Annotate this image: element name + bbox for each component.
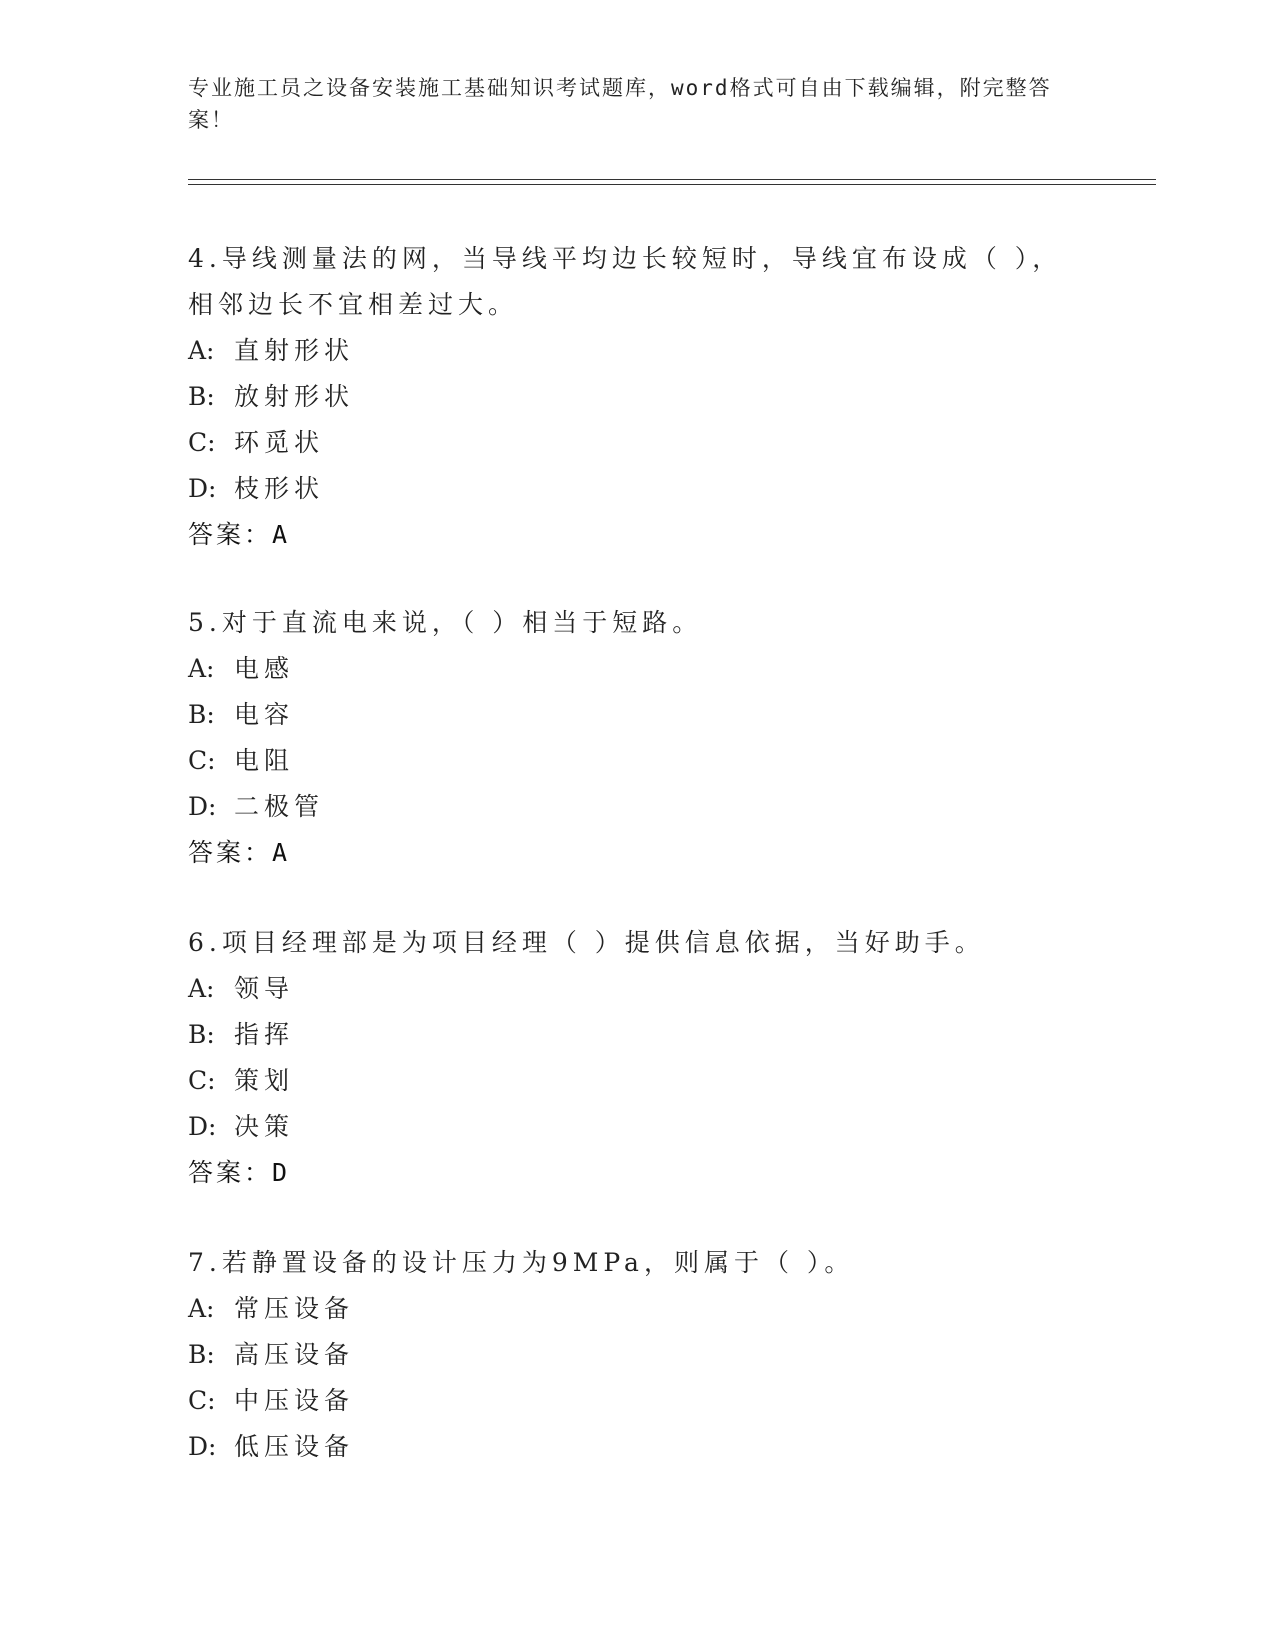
option-letter: A: <box>188 974 215 1003</box>
option-letter: C: <box>188 428 216 457</box>
option-letter: B: <box>188 382 215 411</box>
question-stem: 7.若静置设备的设计压力为9MPa，则属于（ ）。 <box>188 1248 855 1277</box>
option-text: 决策 <box>234 1112 295 1141</box>
option-text: 低压设备 <box>234 1432 355 1461</box>
option-letter: D: <box>188 1432 217 1461</box>
option-letter: D: <box>188 474 217 503</box>
option-letter: C: <box>188 746 216 775</box>
option-text: 电感 <box>234 654 295 683</box>
option-letter: C: <box>188 1066 216 1095</box>
option-c <box>188 1378 1088 1424</box>
option-text: 直射形状 <box>234 336 355 365</box>
answer-line: 答案：D <box>188 1158 291 1187</box>
option-letter: A: <box>188 1294 215 1323</box>
document-header: 专业施工员之设备安装施工基础知识考试题库，word格式可自由下载编辑，附完整答案！ <box>188 76 1052 132</box>
question-4 <box>188 236 1088 558</box>
option-letter: D: <box>188 1112 217 1141</box>
option-b <box>188 692 1088 738</box>
option-text: 电容 <box>234 700 295 729</box>
option-a <box>188 966 1088 1012</box>
question-stem: 4.导线测量法的网，当导线平均边长较短时，导线宜布设成（ ），相邻边长不宜相差过大。 <box>188 244 1063 319</box>
answer-line: 答案：A <box>188 520 291 549</box>
option-letter: A: <box>188 654 215 683</box>
question-stem: 5.对于直流电来说，（ ）相当于短路。 <box>188 608 703 637</box>
option-a <box>188 646 1088 692</box>
question-stem: 6.项目经理部是为项目经理（ ）提供信息依据，当好助手。 <box>188 928 985 957</box>
option-text: 领导 <box>234 974 295 1003</box>
option-letter: B: <box>188 1020 215 1049</box>
option-letter: B: <box>188 700 215 729</box>
question-7 <box>188 1240 1088 1470</box>
option-d <box>188 466 1088 512</box>
option-d <box>188 1104 1088 1150</box>
option-d <box>188 1424 1088 1470</box>
option-text: 中压设备 <box>234 1386 355 1415</box>
option-c <box>188 1058 1088 1104</box>
option-text: 电阻 <box>234 746 295 775</box>
header-divider-top <box>188 179 1156 180</box>
option-text: 环觅状 <box>234 428 325 457</box>
option-text: 二极管 <box>234 792 325 821</box>
option-b <box>188 1332 1088 1378</box>
question-5 <box>188 600 1088 876</box>
option-c <box>188 738 1088 784</box>
option-letter: D: <box>188 792 217 821</box>
header-divider-bottom <box>188 184 1156 185</box>
option-letter: A: <box>188 336 215 365</box>
option-text: 枝形状 <box>234 474 325 503</box>
option-text: 指挥 <box>234 1020 295 1049</box>
option-text: 策划 <box>234 1066 295 1095</box>
answer-line: 答案：A <box>188 838 291 867</box>
option-b <box>188 1012 1088 1058</box>
option-d <box>188 784 1088 830</box>
option-c <box>188 420 1088 466</box>
option-text: 常压设备 <box>234 1294 355 1323</box>
option-b <box>188 374 1088 420</box>
option-a <box>188 1286 1088 1332</box>
option-a <box>188 328 1088 374</box>
question-6 <box>188 920 1088 1196</box>
option-letter: C: <box>188 1386 216 1415</box>
option-text: 高压设备 <box>234 1340 355 1369</box>
option-letter: B: <box>188 1340 215 1369</box>
option-text: 放射形状 <box>234 382 355 411</box>
